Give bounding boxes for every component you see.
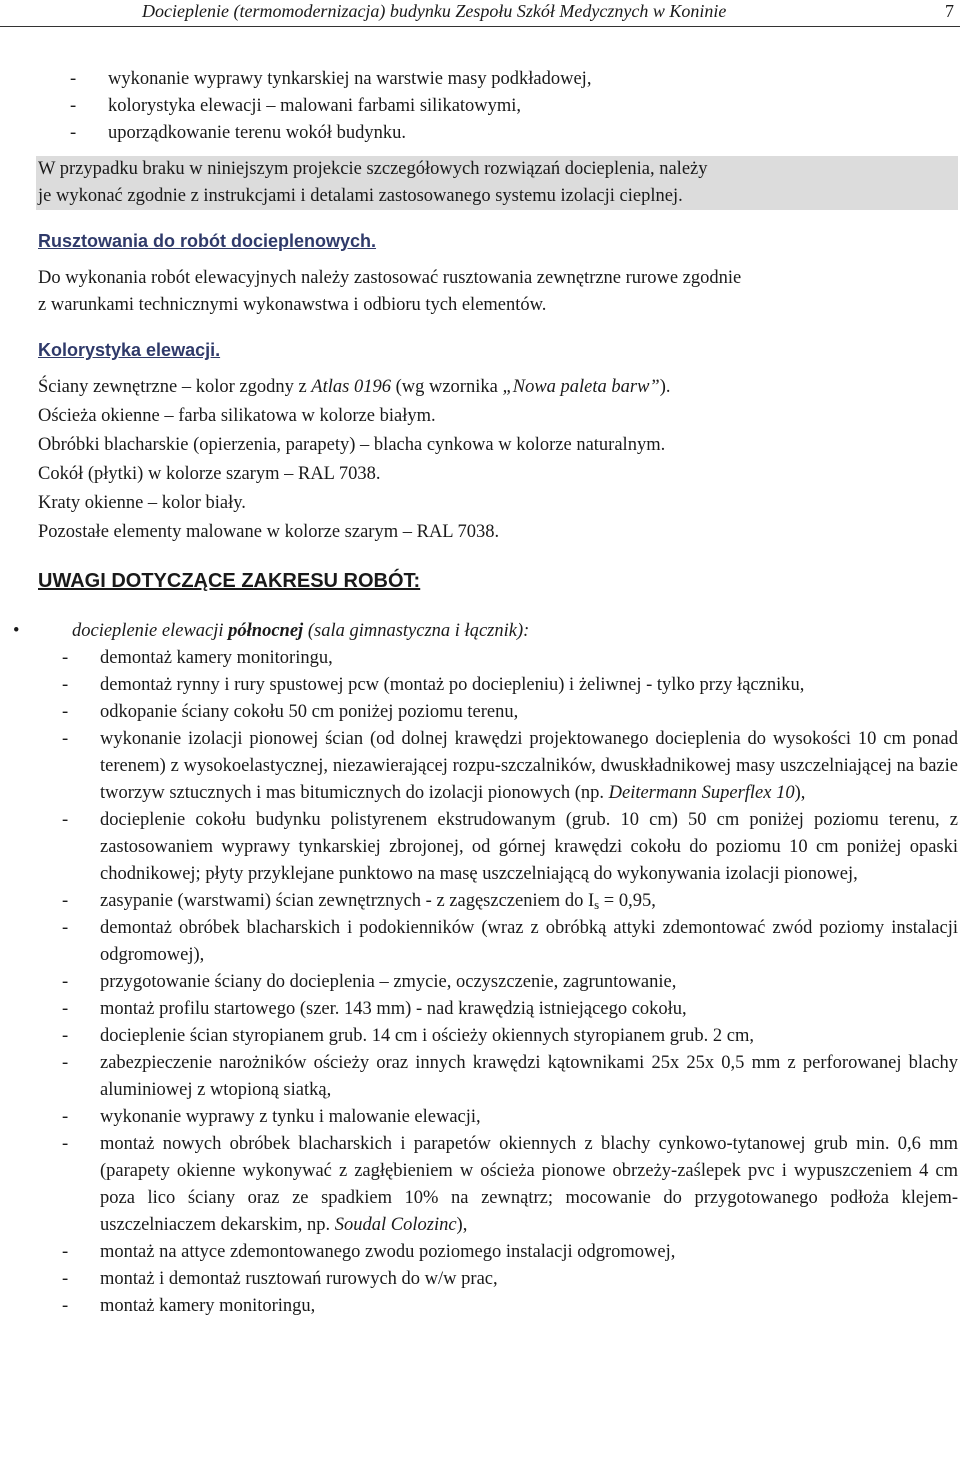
list-item: - montaż kamery monitoringu, xyxy=(62,1296,316,1316)
scaffolding-text: z warunkami technicznymi wykonawstwa i odbioru tych elementów. xyxy=(38,295,547,315)
remarks-list xyxy=(38,645,958,1320)
color-line: Cokół (płytki) w kolorze szarym – RAL 7038. xyxy=(38,464,381,484)
remarks-heading: UWAGI DOTYCZĄCE ZAKRESU ROBÓT: xyxy=(38,570,421,592)
scaffolding-text: Do wykonania robót elewacyjnych należy zastosować rusztowania zewnętrzne rurowe zgodnie xyxy=(38,268,742,288)
intro-list xyxy=(38,66,958,147)
list-item: - wykonanie wyprawy z tynku i malowanie elewacji, xyxy=(62,1107,481,1127)
header-title: Docieplenie (termomodernizacja) budynku Zespołu Szkół Medycznych w Koninie xyxy=(142,1,727,21)
color-line-walls: Ściany zewnętrzne – kolor zgodny z Atlas 0196 (wg wzornika „Nowa paleta barw”). xyxy=(38,377,671,397)
highlighted-note xyxy=(36,156,958,210)
note-line: W przypadku braku w niniejszym projekcie szczegółowych rozwiązań docieplenia, należy xyxy=(38,159,708,179)
page-header xyxy=(0,0,960,27)
page-content xyxy=(13,66,958,1320)
bullet-icon: • xyxy=(13,621,20,641)
bullet-item: • docieplenie elewacji północnej (sala gimnastyczna i łącznik): xyxy=(48,618,958,645)
color-line: Ościeża okienne – farba silikatowa w kolorze białym. xyxy=(38,406,436,426)
list-item: - montaż profilu startowego (szer. 143 mm) - nad krawędzią istniejącego cokołu, xyxy=(62,999,687,1019)
list-item: - wykonanie izolacji pionowej ścian (od dolnej krawędzi projektowanego docieplenia do wysokości 10 cm ponad terenem) z wysokoelastycznej, niezawierającej rozpu-szczalników, dwuskładnikowej masy uszczelniającej na bazie tworzyw sztucznych i mas bitumicznych do izolacji pionowych (np. Deitermann Superflex 10), xyxy=(62,729,958,803)
list-item: - montaż nowych obróbek blacharskich i parapetów okiennych z blachy cynkowo-tytanowej grub min. 0,6 mm (parapety okienne wykonywać z zagłębieniem w ościeża pionowe obrzeży-zaślepek pvc i wypuszczeniem 4 cm poza lico ściany oraz ze spadkiem 10% na zewnątrz; mocowanie do przygotowanego podłoża klejem-uszczelniaczem dekarskim, np. Soudal Colozinc), xyxy=(62,1134,958,1235)
list-item: - demontaż kamery monitoringu, xyxy=(62,648,333,668)
page-number: 7 xyxy=(945,1,954,21)
note-line: je wykonać zgodnie z instrukcjami i detalami zastosowanego systemu izolacji cieplnej. xyxy=(38,186,683,206)
list-item: - zasypanie (warstwami) ścian zewnętrznych - z zagęszczeniem do $I_s = 0,95$, xyxy=(62,891,656,912)
list-item: - demontaż obróbek blacharskich i podokienników (wraz z obróbką attyki zdemontować zwód poziomy instalacji odgromowej), xyxy=(62,918,958,965)
list-item: - kolorystyka elewacji – malowani farbami silikatowymi, xyxy=(70,96,522,116)
color-line: Kraty okienne – kolor biały. xyxy=(38,493,246,513)
list-item: - docieplenie cokołu budynku polistyrenem ekstrudowanym (grub. 10 cm) 50 cm poniżej poziomu terenu, z zastosowaniem wyprawy tynkarskiej zbrojonej, od górnej krawędzi cokołu do poziomu 10 cm poniżej opaski chodnikowej; płyty przyklejane punktowo na masę uszczelniającą do wykonywania izolacji pionowej, xyxy=(62,810,958,884)
list-item: - uporządkowanie terenu wokół budynku. xyxy=(70,123,406,143)
list-item: - odkopanie ściany cokołu 50 cm poniżej poziomu terenu, xyxy=(62,702,519,722)
list-item: - demontaż rynny i rury spustowej pcw (montaż po dociepleniu) i żeliwnej - tylko przy łączniku, xyxy=(62,675,805,695)
list-item: - docieplenie ścian styropianem grub. 14 cm i ościeży okiennych styropianem grub. 2 cm, xyxy=(62,1026,755,1046)
list-item: - montaż na attyce zdemontowanego zwodu poziomego instalacji odgromowej, xyxy=(62,1242,676,1262)
color-line: Pozostałe elementy malowane w kolorze szarym – RAL 7038. xyxy=(38,522,500,542)
scaffolding-heading: Rusztowania do robót docieplenowych. xyxy=(38,231,377,251)
color-line: Obróbki blacharskie (opierzenia, parapety) – blacha cynkowa w kolorze naturalnym. xyxy=(38,435,666,455)
list-item: - zabezpieczenie narożników ościeży oraz innych krawędzi kątownikami 25x 25x 0,5 mm z perforowanej blachy aluminiowej z wtopioną siatką, xyxy=(62,1053,958,1100)
list-item: - montaż i demontaż rusztowań rurowych do w/w prac, xyxy=(62,1269,498,1289)
list-item: - wykonanie wyprawy tynkarskiej na warstwie masy podkładowej, xyxy=(70,69,592,89)
list-item: - przygotowanie ściany do docieplenia – zmycie, oczyszczenie, zagruntowanie, xyxy=(62,972,677,992)
colors-heading: Kolorystyka elewacji. xyxy=(38,340,221,360)
